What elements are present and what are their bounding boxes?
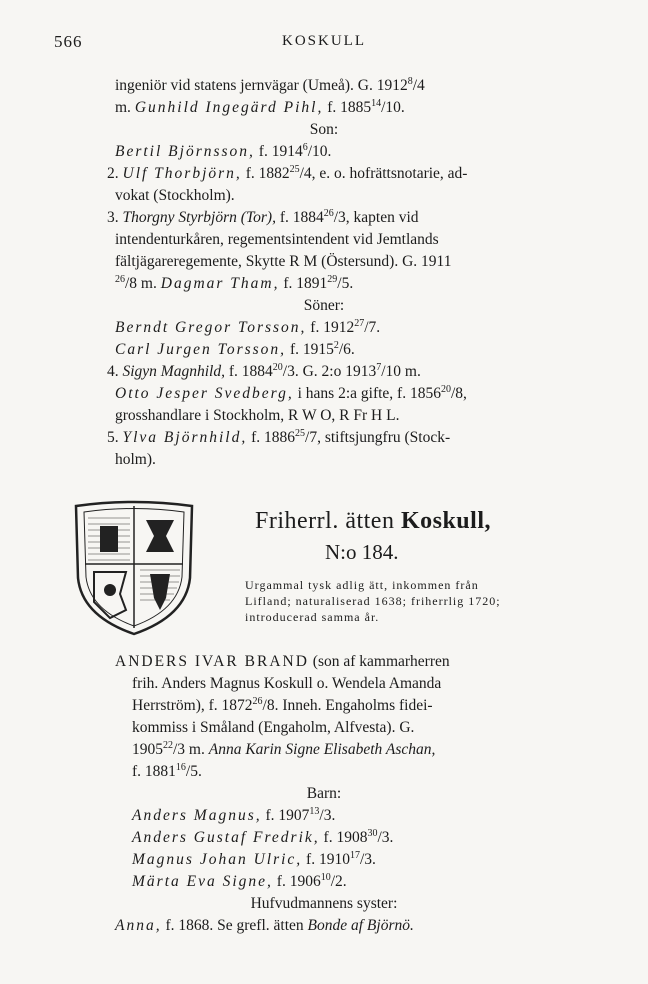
entry-4: 4. Sigyn Magnhild, f. 1884$^{20}$/3. G. 2:o 1913$^7$/10 m. (107, 362, 421, 380)
entry-line: fältjägareregemente, Skytte R M (Östersund). G. 1911 (115, 253, 452, 270)
son-entry: Berndt Gregor Torsson, f. 1912$^{27}$/7. (115, 318, 381, 336)
entry-line: Herrström), f. 1872$^{26}$/8. Inneh. Engaholms fidei- (132, 696, 433, 714)
son-entry: Bertil Björnsson, f. 1914$^6$/10. (115, 142, 332, 160)
entry-line: 1905$^{22}$/3 m. Anna Karin Signe Elisabeth Aschan, (132, 740, 436, 758)
entry-line: ingeniör vid statens jernvägar (Umeå). G. 1912$^8$/4 (115, 76, 425, 94)
entry-3: 3. Thorgny Styrbjörn (Tor), f. 1884$^{26}$/3, kapten vid (107, 208, 419, 226)
family-description: Lifland; naturaliserad 1638; friherrlig 1720; (245, 594, 501, 608)
child-entry: Märta Eva Signe, f. 1906$^{10}$/2. (132, 872, 347, 890)
entry-line: grosshandlare i Stockholm, R W O, R Fr H L. (115, 407, 400, 424)
family-title: Friherrl. ätten Koskull, (255, 508, 491, 534)
entry-line: $^{26}$/8 m. Dagmar Tham, f. 1891$^{29}$/5. (115, 274, 354, 292)
anders-entry: ANDERS IVAR BRAND (son af kammarherren (115, 653, 450, 670)
sons-heading: Söner: (303, 297, 345, 314)
entry-line: Otto Jesper Svedberg, i hans 2:a gifte, f. 1856$^{20}$/8, (115, 384, 467, 402)
page-number: 566 (54, 32, 83, 51)
coat-of-arms-icon (70, 498, 198, 638)
family-number: N:o 184. (325, 540, 399, 564)
entry-line: vokat (Stockholm). (115, 187, 235, 204)
child-entry: Magnus Johan Ulric, f. 1910$^{17}$/3. (132, 850, 376, 868)
entry-line: kommiss i Småland (Engaholm, Alfvesta). G. (132, 719, 415, 736)
child-entry: Anders Magnus, f. 1907$^{13}$/3. (132, 806, 336, 824)
entry-line: m. Gunhild Ingegärd Pihl, f. 1885$^{14}$/10. (115, 98, 405, 116)
running-title: KOSKULL (282, 33, 366, 49)
family-description: Urgammal tysk adlig ätt, inkommen från (245, 578, 479, 592)
son-entry: Carl Jurgen Torsson, f. 1915$^2$/6. (115, 340, 355, 358)
entry-line: intendenturkåren, regementsintendent vid Jemtlands (115, 231, 439, 248)
entry-2: 2. Ulf Thorbjörn, f. 1882$^{25}$/4, e. o. hofrättsnotarie, ad- (107, 164, 468, 182)
son-heading: Son: (309, 121, 339, 138)
entry-5: 5. Ylva Björnhild, f. 1886$^{25}$/7, stiftsjungfru (Stock- (107, 428, 451, 446)
entry-line: f. 1881$^{16}$/5. (132, 762, 202, 780)
entry-line: holm). (115, 451, 156, 468)
sister-heading: Hufvudmannens syster: (250, 895, 398, 912)
sister-entry: Anna, f. 1868. Se grefl. ätten Bonde af Björnö. (115, 917, 414, 934)
family-description: introducerad samma år. (245, 610, 380, 624)
entry-line: frih. Anders Magnus Koskull o. Wendela Amanda (132, 675, 442, 692)
children-heading: Barn: (306, 785, 342, 802)
child-entry: Anders Gustaf Fredrik, f. 1908$^{30}$/3. (132, 828, 394, 846)
